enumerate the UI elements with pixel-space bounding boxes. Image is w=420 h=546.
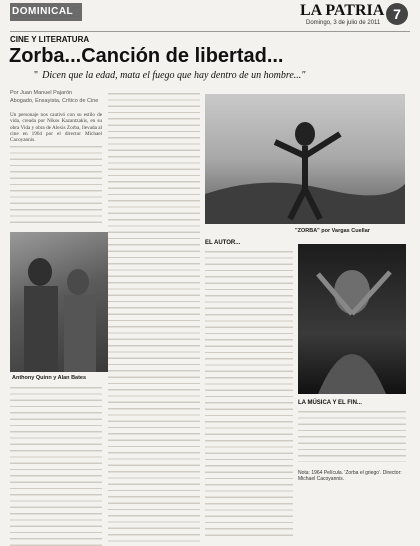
music-heading: LA MÚSICA Y EL FIN... [298, 400, 362, 406]
subheadline-text: Dicen que la edad, mata el fuego que hay dentro de un hombre..." [42, 70, 306, 81]
article-text-block [205, 248, 293, 538]
article-column-1 [10, 112, 102, 230]
subheadline [34, 70, 306, 81]
headline: Zorba...Canción de libertad... [9, 45, 284, 67]
page-header [0, 0, 420, 32]
article-text-block [10, 143, 102, 223]
photo-caption-left: Anthony Quinn y Alan Bates [12, 375, 87, 381]
article-text-block [108, 90, 200, 546]
article-column-4 [298, 398, 406, 468]
article-text-block [298, 408, 406, 462]
quote-mark: " [34, 70, 39, 81]
photo-quinn-bates [10, 232, 108, 372]
issue-date: Domingo, 3 de julio de 2011 [306, 20, 381, 26]
photo-illustration [10, 232, 108, 372]
byline: Por Juan Manuel Pajarón Abogado, Ensayista, Crítico de Cine [10, 90, 99, 104]
article-column-2 [108, 90, 200, 546]
page-number-badge: 7 [386, 3, 408, 25]
film-note: Nota: 1964 Película. 'Zorba el griego'. Director: Michael Cacoyannis. [298, 470, 402, 483]
article-text-block [10, 384, 102, 546]
photo-zorba-portrait [298, 244, 406, 394]
author-heading: EL AUTOR... [205, 240, 241, 246]
article-column-3 [205, 238, 293, 546]
photo-illustration [298, 244, 406, 394]
header-rule [10, 31, 410, 32]
brand-title: LA PATRIA [300, 2, 385, 19]
dominical-logo-text: DOMINICAL [12, 6, 74, 17]
article-column-1-lower [10, 384, 102, 546]
section-label: CINE Y LITERATURA [10, 35, 90, 44]
article-intro: Un personaje nos cautivó con su estilo de vida, creada por Nikos Kazantzakis, en su obra Vida y obra de Alexis Zorba, llevada al cine en 1964 por el director Michael Cacoyannis. [10, 112, 102, 144]
photo-illustration [205, 94, 405, 224]
photo-zorba-dance [205, 94, 405, 224]
photo-caption-right: "ZORBA" por Vargas Cuellar [295, 228, 370, 234]
